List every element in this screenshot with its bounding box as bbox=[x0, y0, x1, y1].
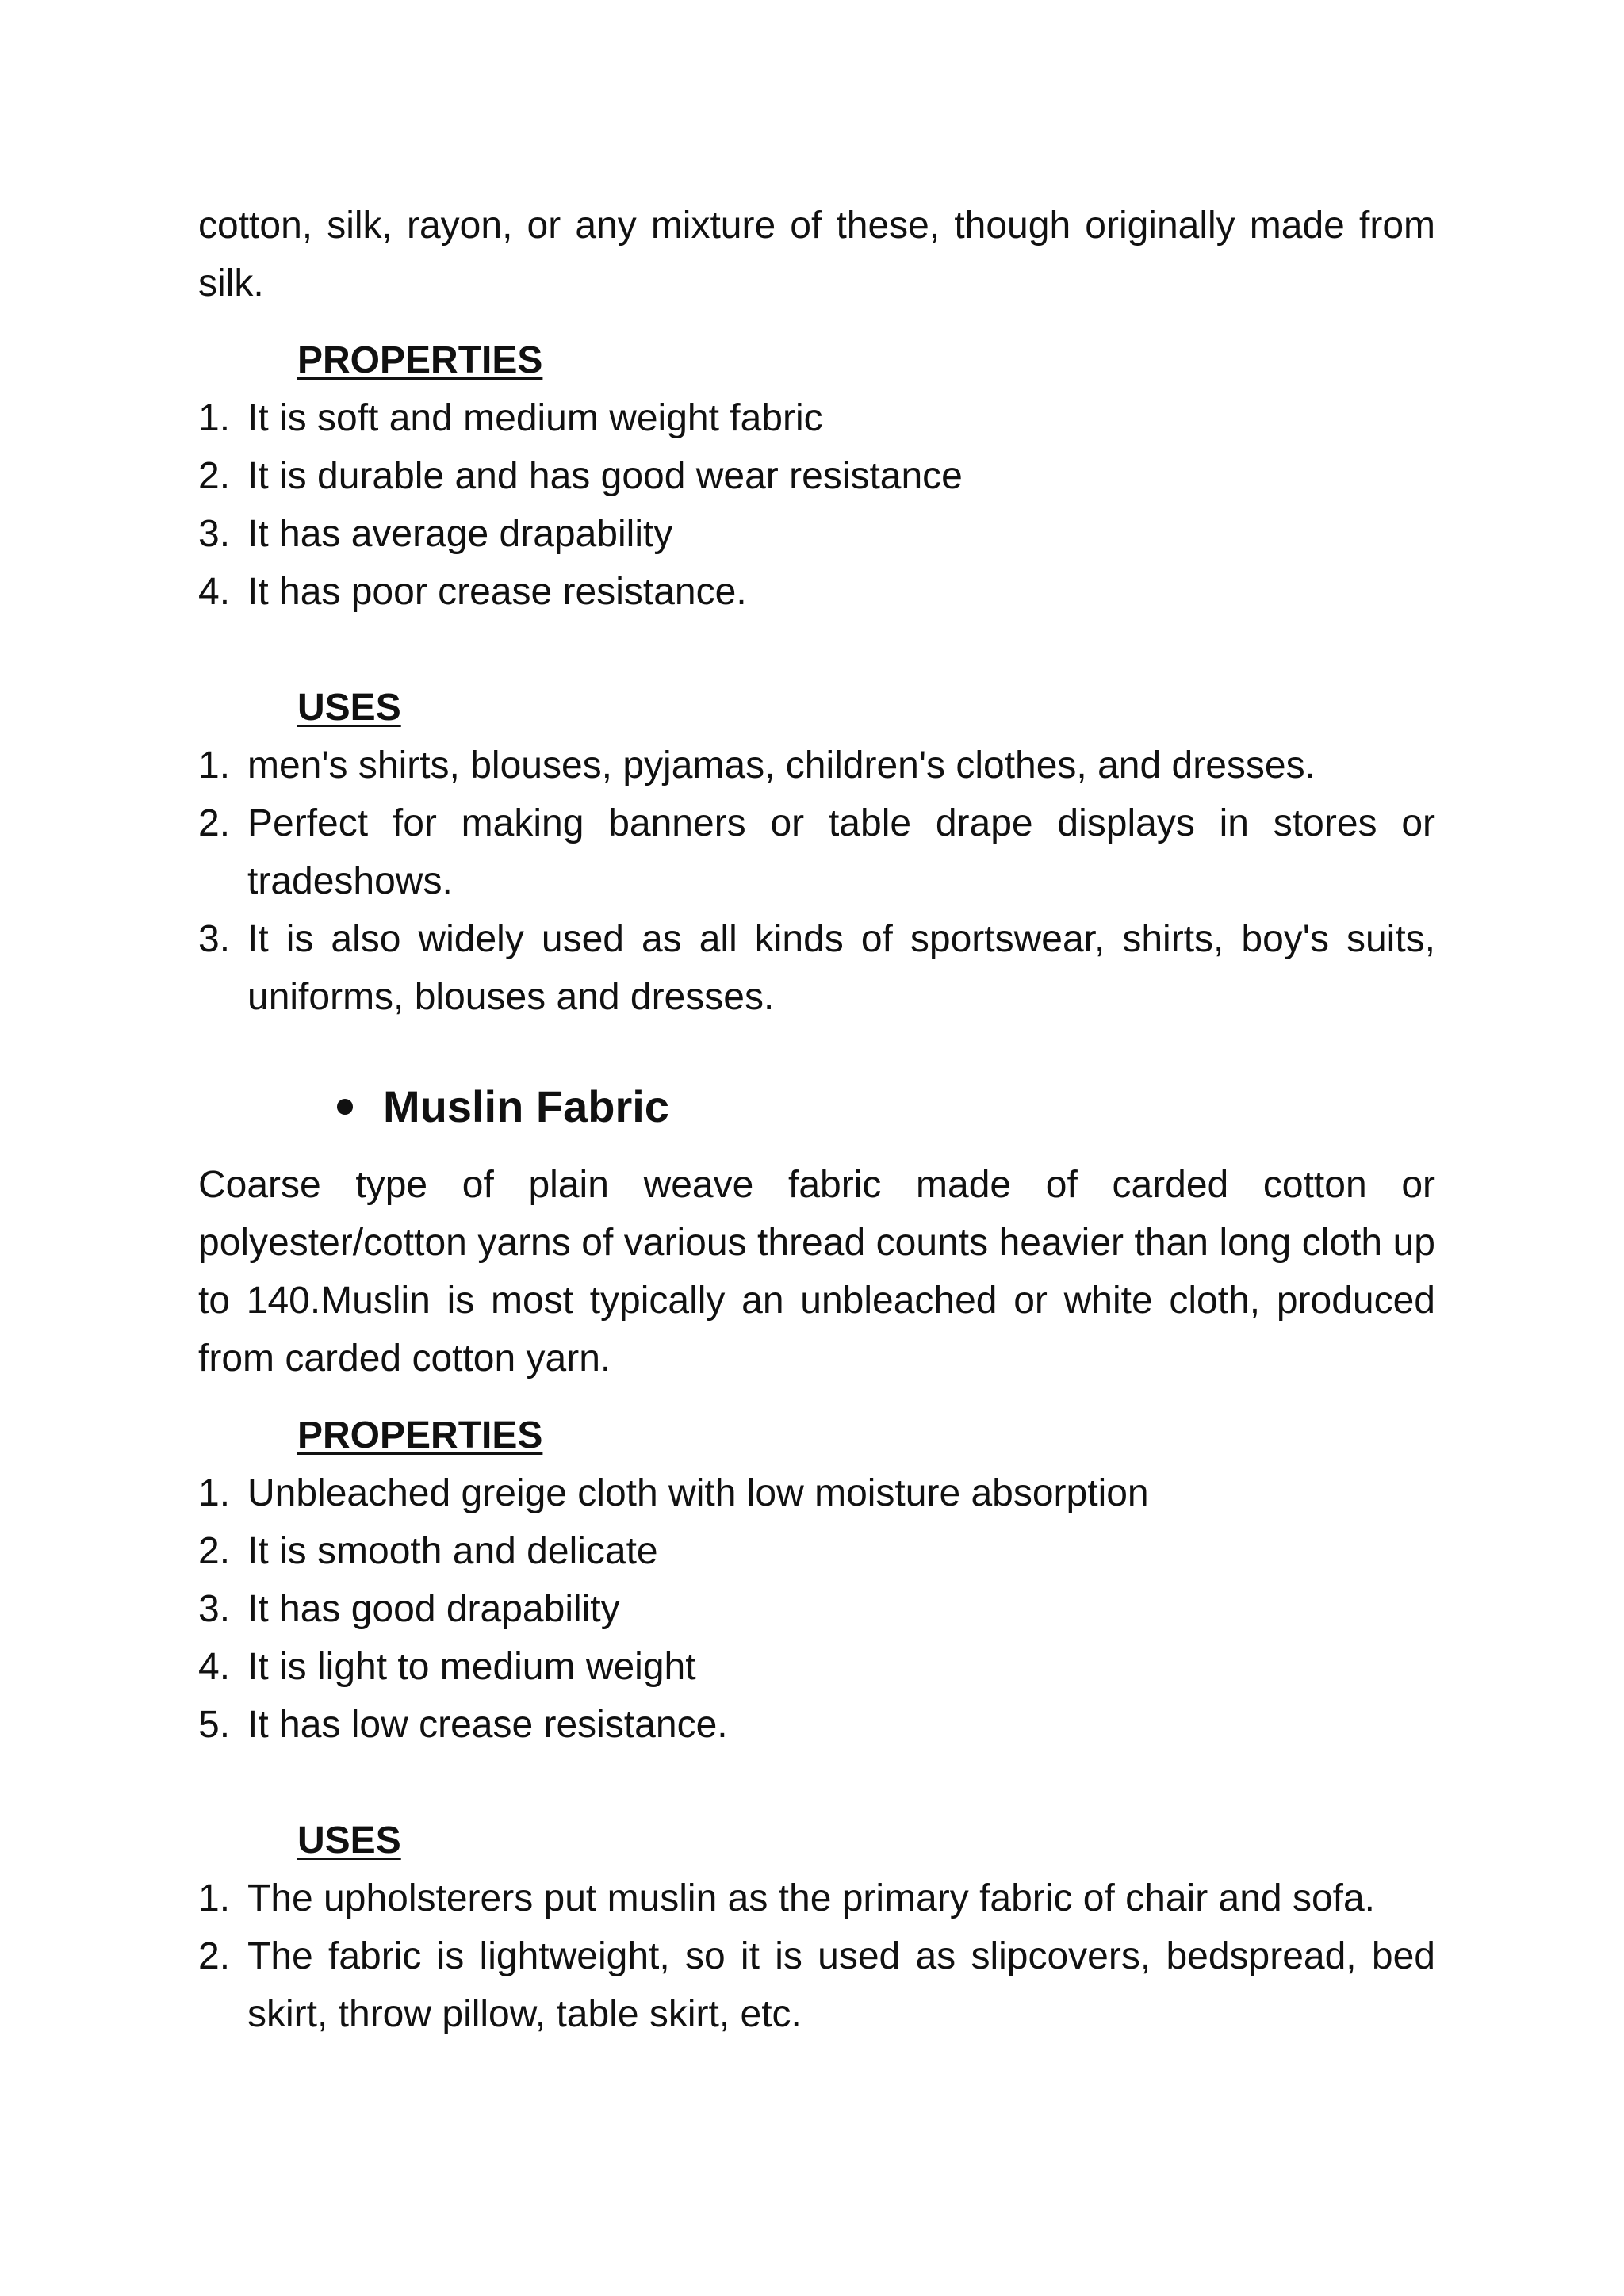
bullet-icon bbox=[337, 1099, 353, 1115]
list-item bbox=[198, 505, 1435, 563]
properties-list-2 bbox=[198, 1464, 1435, 1754]
properties-heading-2: PROPERTIES bbox=[297, 1414, 543, 1456]
list-item bbox=[198, 794, 1435, 910]
list-item bbox=[198, 563, 1435, 621]
list-number: 2. bbox=[198, 802, 231, 844]
list-item bbox=[198, 1638, 1435, 1696]
muslin-description: Coarse type of plain weave fabric made of carded cotton or polyester/cotton yarns of various thread counts heavier than long cloth up to 140.Muslin is most typically an unbleached or white cloth, produced from carded cotton yarn. bbox=[198, 1164, 1435, 1380]
properties-list-1 bbox=[198, 389, 1435, 621]
properties-heading-1: PROPERTIES bbox=[297, 339, 543, 381]
list-item bbox=[198, 1696, 1435, 1754]
list-text: It has good drapability bbox=[247, 1588, 620, 1630]
list-text: It is light to medium weight bbox=[247, 1646, 696, 1688]
list-item bbox=[198, 910, 1435, 1026]
uses-heading-1: USES bbox=[297, 687, 401, 729]
list-number: 1. bbox=[198, 1472, 231, 1514]
list-text: It has average drapability bbox=[247, 513, 673, 555]
list-text: Unbleached greige cloth with low moisture absorption bbox=[247, 1472, 1149, 1514]
list-item bbox=[198, 737, 1435, 794]
list-number: 4. bbox=[198, 1646, 231, 1688]
list-number: 1. bbox=[198, 744, 231, 786]
list-item bbox=[198, 1464, 1435, 1522]
list-text: It is also widely used as all kinds of sportswear, shirts, boy's suits, uniforms, blouses and dresses. bbox=[247, 918, 1435, 1018]
list-text: men's shirts, blouses, pyjamas, children's clothes, and dresses. bbox=[247, 744, 1316, 786]
list-item bbox=[198, 1580, 1435, 1638]
list-number: 2. bbox=[198, 455, 231, 497]
list-number: 3. bbox=[198, 918, 231, 960]
list-number: 2. bbox=[198, 1530, 231, 1572]
list-text: It has low crease resistance. bbox=[247, 1704, 728, 1746]
list-text: It is durable and has good wear resistance bbox=[247, 455, 963, 497]
list-item bbox=[198, 389, 1435, 447]
list-item bbox=[198, 1522, 1435, 1580]
intro-paragraph: cotton, silk, rayon, or any mixture of these, though originally made from silk. bbox=[198, 205, 1435, 304]
muslin-fabric-heading bbox=[337, 1075, 1435, 1138]
list-number: 1. bbox=[198, 397, 231, 439]
document-page bbox=[198, 197, 1435, 2043]
list-text: It is soft and medium weight fabric bbox=[247, 397, 823, 439]
list-number: 3. bbox=[198, 1588, 231, 1630]
list-number: 1. bbox=[198, 1877, 231, 1919]
list-number: 3. bbox=[198, 513, 231, 555]
uses-list-2 bbox=[198, 1869, 1435, 2043]
list-text: Perfect for making banners or table drape displays in stores or tradeshows. bbox=[247, 802, 1435, 902]
list-number: 4. bbox=[198, 571, 231, 613]
list-text: The fabric is lightweight, so it is used as slipcovers, bedspread, bed skirt, throw pillow, table skirt, etc. bbox=[247, 1935, 1435, 2035]
muslin-title: Muslin Fabric bbox=[383, 1081, 669, 1131]
list-item bbox=[198, 1869, 1435, 1927]
list-text: It has poor crease resistance. bbox=[247, 571, 747, 613]
uses-heading-2: USES bbox=[297, 1820, 401, 1862]
list-number: 5. bbox=[198, 1704, 231, 1746]
uses-list-1 bbox=[198, 737, 1435, 1026]
list-item bbox=[198, 1927, 1435, 2043]
list-text: The upholsterers put muslin as the primary fabric of chair and sofa. bbox=[247, 1877, 1375, 1919]
list-item bbox=[198, 447, 1435, 505]
list-text: It is smooth and delicate bbox=[247, 1530, 658, 1572]
list-number: 2. bbox=[198, 1935, 231, 1977]
